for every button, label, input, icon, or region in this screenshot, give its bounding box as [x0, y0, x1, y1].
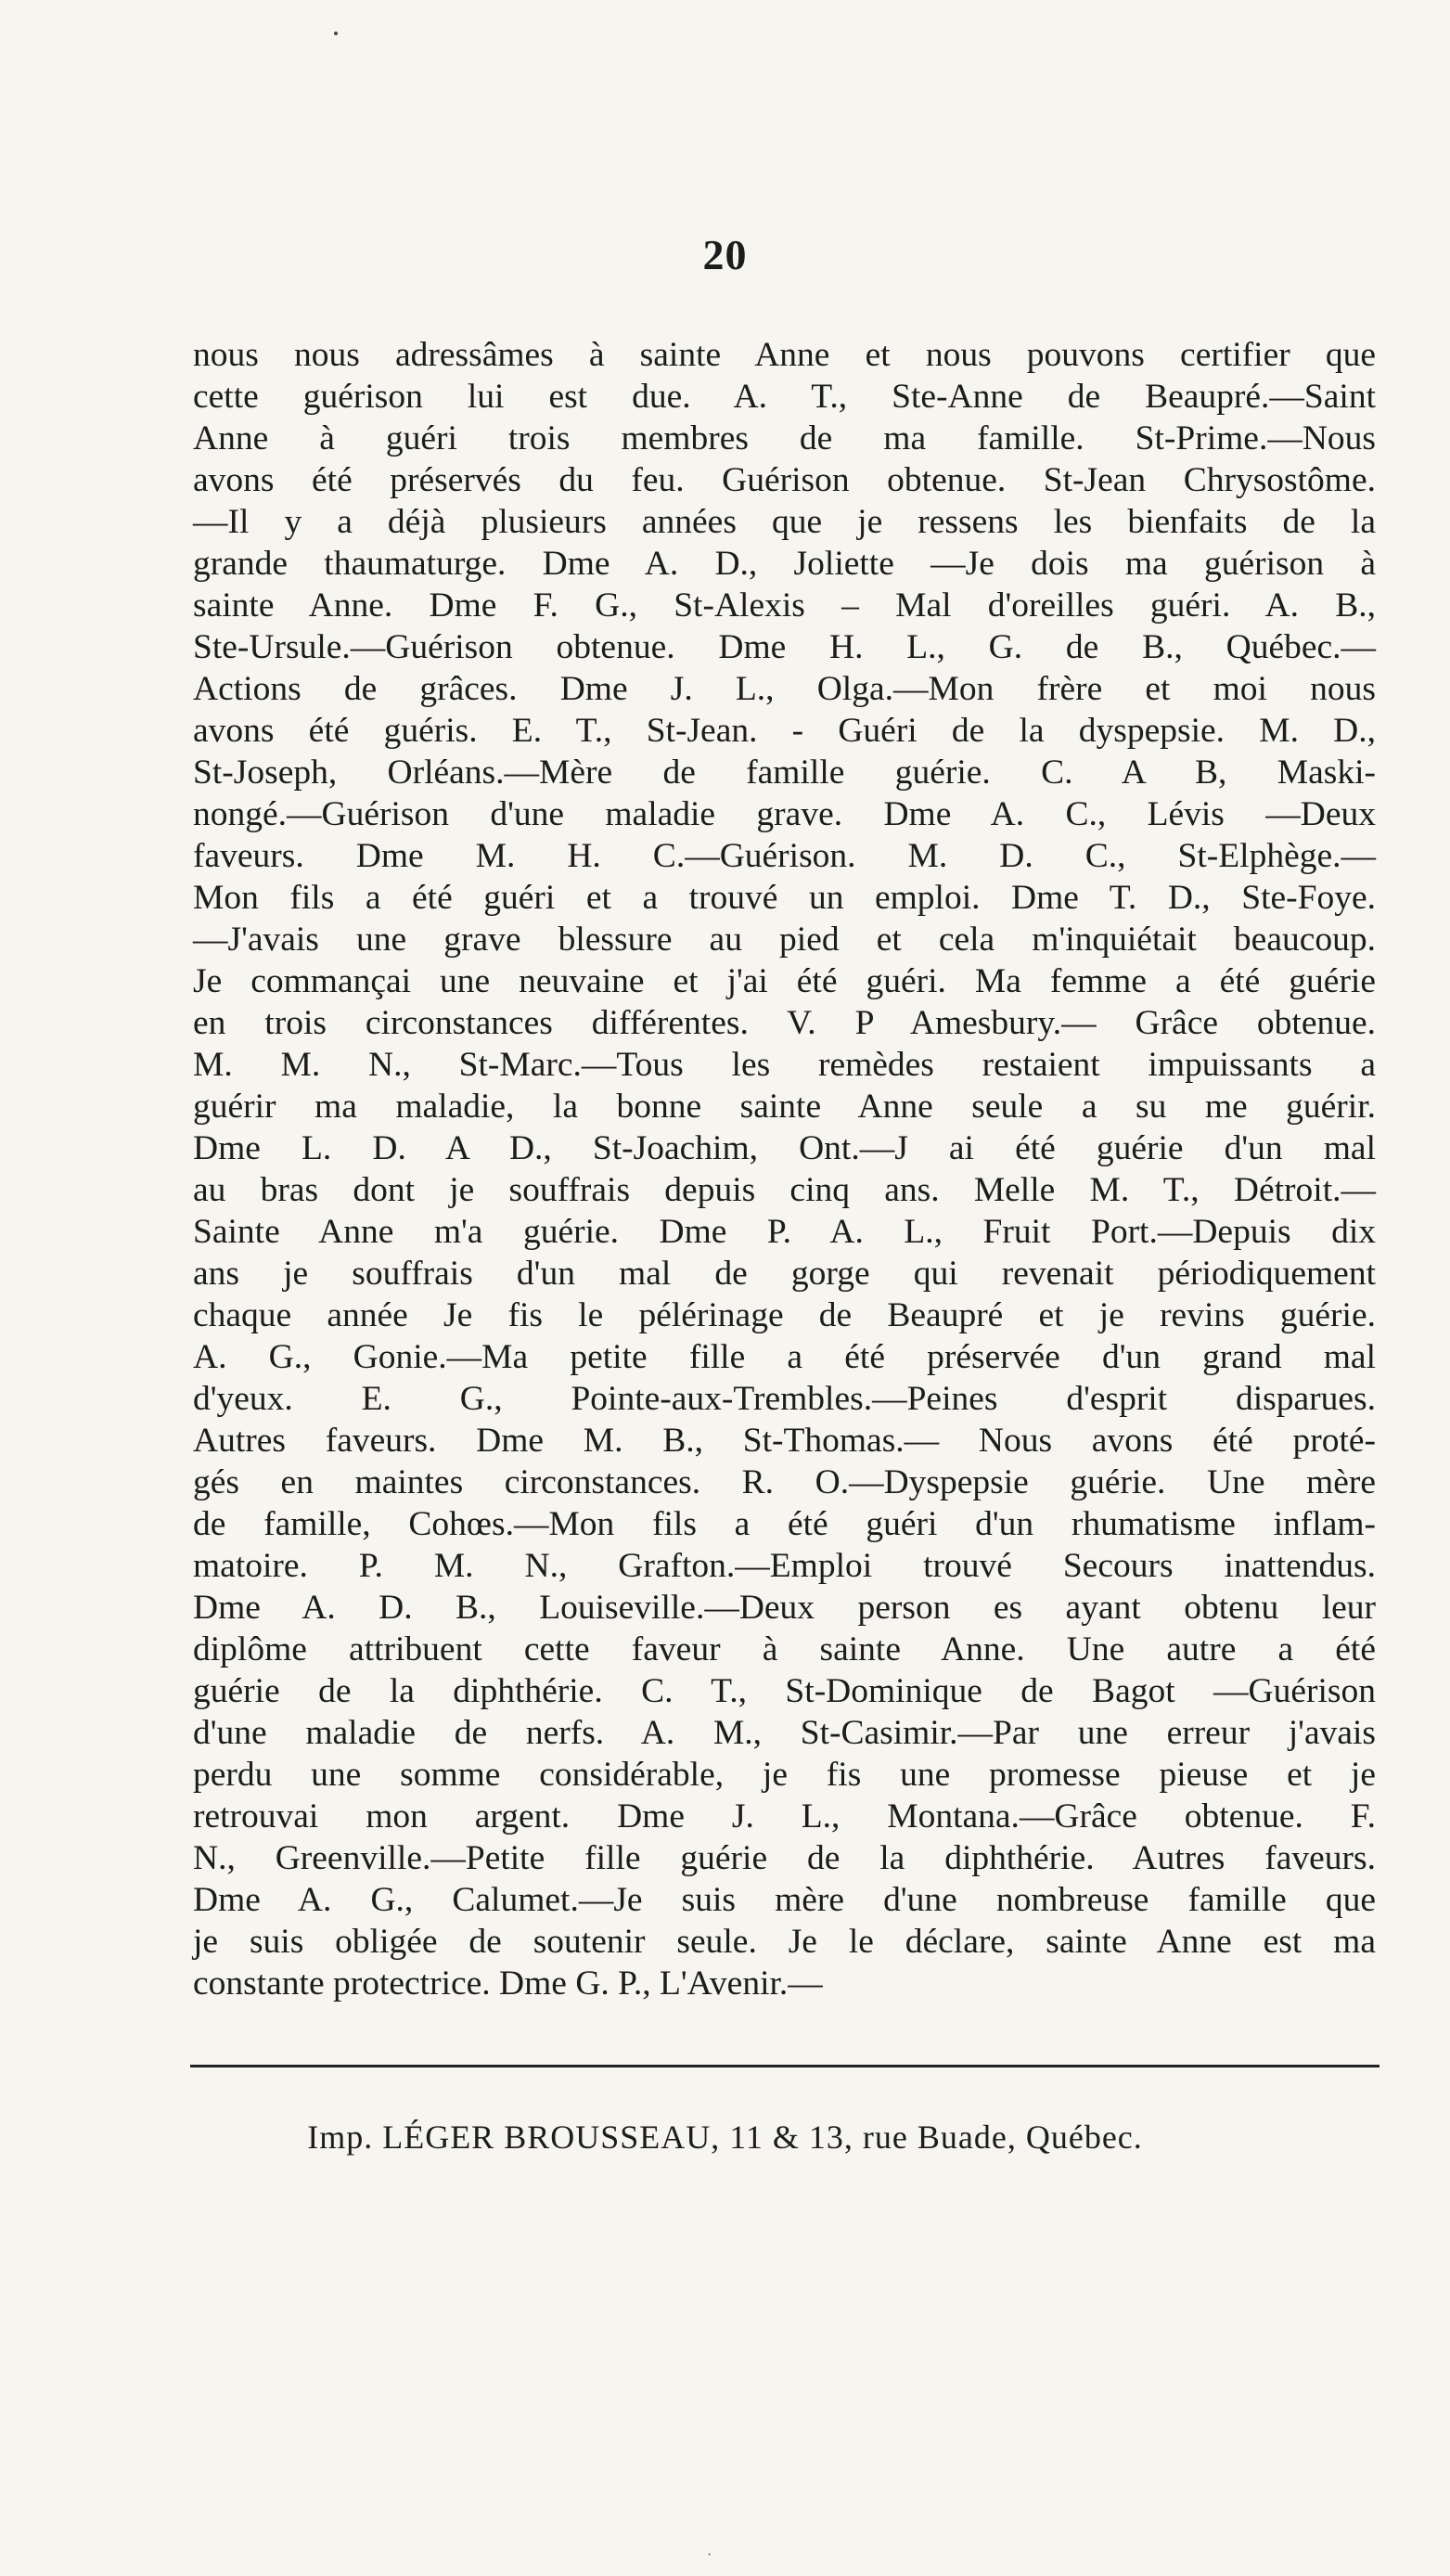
- text-line: de famille, Cohœs.—Mon fils a été guéri d'un rhumatisme inflam-: [193, 1505, 1376, 1543]
- text-line: perdu une somme considérable, je fis une promesse pieuse et je: [193, 1756, 1376, 1794]
- text-line: je suis obligée de soutenir seule. Je le déclare, sainte Anne est ma: [193, 1923, 1376, 1961]
- text-line: cette guérison lui est due. A. T., Ste-Anne de Beaupré.—Saint: [193, 378, 1376, 416]
- text-line: sainte Anne. Dme F. G., St-Alexis – Mal d'oreilles guéri. A. B.,: [193, 586, 1376, 625]
- text-line: avons été préservés du feu. Guérison obtenue. St-Jean Chrysostôme.: [193, 461, 1376, 499]
- text-line: Autres faveurs. Dme M. B., St-Thomas.— Nous avons été proté-: [193, 1422, 1376, 1460]
- text-line: Actions de grâces. Dme J. L., Olga.—Mon frère et moi nous: [193, 670, 1376, 708]
- text-line: Dme A. G., Calumet.—Je suis mère d'une nombreuse famille que: [193, 1881, 1376, 1919]
- text-line: Je commançai une neuvaine et j'ai été guéri. Ma femme a été guérie: [193, 962, 1376, 1000]
- footer-divider: [190, 2065, 1379, 2067]
- body-text: [193, 334, 1376, 2004]
- paper-speck: [334, 32, 338, 35]
- text-line: Mon fils a été guéri et a trouvé un emploi. Dme T. D., Ste-Foye.: [193, 879, 1376, 917]
- text-line: guérir ma maladie, la bonne sainte Anne seule a su me guérir.: [193, 1088, 1376, 1126]
- text-line: Sainte Anne m'a guérie. Dme P. A. L., Fruit Port.—Depuis dix: [193, 1213, 1376, 1251]
- text-line: faveurs. Dme M. H. C.—Guérison. M. D. C., St-Elphège.—: [193, 837, 1376, 875]
- text-line: ans je souffrais d'un mal de gorge qui revenait périodiquement: [193, 1255, 1376, 1293]
- text-line: Dme A. D. B., Louiseville.—Deux person es ayant obtenu leur: [193, 1589, 1376, 1627]
- text-line: grande thaumaturge. Dme A. D., Joliette —Je dois ma guérison à: [193, 545, 1376, 583]
- page-number: 20: [702, 231, 748, 278]
- text-line: Ste-Ursule.—Guérison obtenue. Dme H. L., G. de B., Québec.—: [193, 628, 1376, 666]
- text-line: matoire. P. M. N., Grafton.—Emploi trouvé Secours inattendus.: [193, 1547, 1376, 1585]
- printer-imprint: Imp. LÉGER BROUSSEAU, 11 & 13, rue Buade, Québec.: [307, 2119, 1143, 2156]
- text-line: A. G., Gonie.—Ma petite fille a été préservée d'un grand mal: [193, 1338, 1376, 1376]
- text-line: guérie de la diphthérie. C. T., St-Dominique de Bagot —Guérison: [193, 1672, 1376, 1710]
- paper-speck: ·: [707, 2547, 712, 2563]
- text-line: nous nous adressâmes à sainte Anne et nous pouvons certifier que: [193, 336, 1376, 374]
- text-line: Anne à guéri trois membres de ma famille. St-Prime.—Nous: [193, 419, 1376, 457]
- text-line: d'une maladie de nerfs. A. M., St-Casimir.—Par une erreur j'avais: [193, 1714, 1376, 1752]
- text-line: diplôme attribuent cette faveur à sainte Anne. Une autre a été: [193, 1630, 1376, 1668]
- text-line: constante protectrice. Dme G. P., L'Avenir.—: [193, 1964, 823, 2003]
- text-line: en trois circonstances différentes. V. P Amesbury.— Grâce obtenue.: [193, 1004, 1376, 1042]
- text-line: retrouvai mon argent. Dme J. L., Montana.—Grâce obtenue. F.: [193, 1797, 1376, 1835]
- text-line: d'yeux. E. G., Pointe-aux-Trembles.—Peines d'esprit disparues.: [193, 1380, 1376, 1418]
- text-line: chaque année Je fis le pélérinage de Beaupré et je revins guérie.: [193, 1296, 1376, 1334]
- text-line: —Il y a déjà plusieurs années que je ressens les bienfaits de la: [193, 503, 1376, 541]
- text-line: Dme L. D. A D., St-Joachim, Ont.—J ai été guérie d'un mal: [193, 1129, 1376, 1167]
- text-line: avons été guéris. E. T., St-Jean. - Guéri de la dyspepsie. M. D.,: [193, 712, 1376, 750]
- text-line: St-Joseph, Orléans.—Mère de famille guérie. C. A B, Maski-: [193, 753, 1376, 792]
- text-line: M. M. N., St-Marc.—Tous les remèdes restaient impuissants a: [193, 1046, 1376, 1084]
- text-line: nongé.—Guérison d'une maladie grave. Dme A. C., Lévis —Deux: [193, 795, 1376, 833]
- text-line: gés en maintes circonstances. R. O.—Dyspepsie guérie. Une mère: [193, 1463, 1376, 1501]
- text-line: —J'avais une grave blessure au pied et cela m'inquiétait beaucoup.: [193, 921, 1376, 959]
- text-line: au bras dont je souffrais depuis cinq ans. Melle M. T., Détroit.—: [193, 1171, 1376, 1209]
- text-line: N., Greenville.—Petite fille guérie de la diphthérie. Autres faveurs.: [193, 1839, 1376, 1877]
